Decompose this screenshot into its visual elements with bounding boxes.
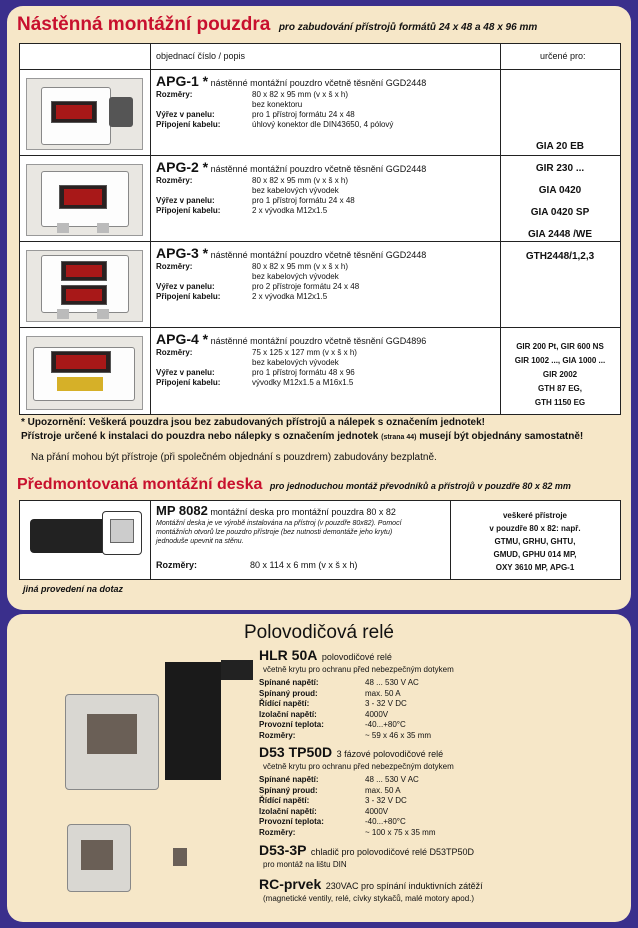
spec-label: Výřez v panelu: — [156, 110, 215, 119]
spec-value: bez kabelových vývodek — [252, 272, 339, 281]
mp8082-dim-label: Rozměry: — [156, 560, 198, 570]
plate-for-item: veškeré přístroje — [502, 511, 568, 520]
plate-for — [451, 509, 619, 574]
for-item: GIA 0420 SP — [530, 207, 590, 218]
relay-photo-small — [67, 814, 197, 904]
spec-row — [156, 206, 496, 216]
apg1-photo — [26, 78, 143, 150]
plate-table — [19, 500, 621, 580]
relay-spec-label: Provozní teplota: — [259, 817, 324, 826]
spec-label: Připojení kabelu: — [156, 378, 221, 387]
spec-row — [156, 100, 496, 110]
apg1-block — [156, 74, 496, 130]
note-order-a: Přístroje určené k instalaci do pouzdra nebo nálepky s označením jednotek — [21, 431, 379, 442]
spec-row — [156, 378, 496, 388]
relay-spec-value: -40...+80°C — [365, 720, 406, 729]
spec-value: 80 x 82 x 95 mm (v x š x h) — [252, 90, 349, 99]
spec-label: Rozměry: — [156, 348, 193, 357]
apg2-desc: nástěnné montážní pouzdro včetně těsnění GGD2448 — [210, 164, 427, 174]
spec-label: Rozměry: — [156, 262, 193, 271]
for-group-1 — [501, 136, 619, 268]
mp8082-note-1: Montážní deska je ve výrobě instalována na přístroj (v pouzdře 80x82). Pomocí — [156, 520, 402, 527]
spec-value: 2 x vývodka M12x1.5 — [252, 206, 328, 215]
plate-subtitle: pro jednoduchou montáž převodníků a přístrojů v pouzdře 80 x 82 mm — [269, 481, 571, 491]
for-item: GIA 2448 /WE — [527, 229, 593, 240]
apg4-photo — [26, 336, 143, 410]
relay-spec-label: Provozní teplota: — [259, 720, 324, 729]
rc-element — [259, 876, 619, 903]
mp8082-block — [156, 504, 446, 570]
relay-spec-label: Řídící napětí: — [259, 796, 310, 805]
spec-label: Připojení kabelu: — [156, 292, 221, 301]
relay-photo-main — [65, 654, 255, 796]
spec-value: 80 x 82 x 95 mm (v x š x h) — [252, 262, 349, 271]
spec-value: 75 x 125 x 127 mm (v x š x h) — [252, 348, 357, 357]
relay-spec-label: Izolační napětí: — [259, 709, 317, 719]
relay-spec-row — [259, 828, 619, 839]
note-order — [21, 431, 583, 442]
spec-row — [156, 176, 496, 186]
for-item: GTH2448/1,2,3 — [525, 251, 595, 262]
apg3-desc: nástěnné montážní pouzdro včetně těsnění GGD2448 — [210, 250, 427, 260]
heatsink-d53-3p — [259, 842, 619, 869]
spec-label: Výřez v panelu: — [156, 368, 215, 377]
other-variants-note: jiná provedení na dotaz — [23, 584, 124, 594]
spec-row — [156, 348, 496, 358]
apg1-desc: nástěnné montážní pouzdro včetně těsnění GGD2448 — [210, 78, 427, 88]
apg4-desc: nástěnné montážní pouzdro včetně těsnění GGD4896 — [210, 336, 427, 346]
note-warning: * Upozornění: Veškerá pouzdra jsou bez zabudovaných přístrojů a nálepek s označením jednotek! — [21, 417, 485, 428]
spec-value: bez kabelových vývodek — [252, 186, 339, 195]
relay-spec-label: Izolační napětí: — [259, 806, 317, 816]
relay-spec-value: -40...+80°C — [365, 817, 406, 826]
housings-subtitle: pro zabudování přístrojů formátů 24 x 48 a 48 x 96 mm — [278, 22, 538, 33]
spec-value: vývodky M12x1.5 a M16x1.5 — [252, 378, 354, 387]
spec-row — [156, 186, 496, 196]
spec-value: bez kabelových vývodek — [252, 358, 339, 367]
spec-row — [156, 120, 496, 130]
relay-spec-label: Spínaný proud: — [259, 688, 318, 698]
apg2-block — [156, 160, 496, 216]
relay2-desc2: včetně krytu pro ochranu před nebezpečným dotykem — [263, 762, 454, 771]
spec-value: 80 x 82 x 95 mm (v x š x h) — [252, 176, 349, 185]
relay1-desc: polovodičové relé — [321, 652, 392, 662]
for-item: GIR 230 ... — [535, 163, 585, 174]
spec-row — [156, 110, 496, 120]
spec-value: úhlový konektor dle DIN43650, 4 pólový — [252, 120, 394, 129]
apg4-block — [156, 332, 496, 388]
mp8082-note-3: jednoduše upevnit na stěnu. — [156, 538, 244, 545]
for-item: GTH 87 EG, — [537, 384, 582, 393]
housing-table — [19, 43, 621, 415]
relay-d53tp50d — [259, 744, 619, 838]
relay-spec-label: Spínané napětí: — [259, 678, 319, 687]
relay-spec-label: Spínaný proud: — [259, 785, 318, 795]
relay-spec-value: 3 - 32 V DC — [365, 796, 407, 805]
col-header-for: určené pro: — [540, 51, 586, 61]
spec-label: Výřez v panelu: — [156, 196, 215, 205]
for-item: GIA 0420 — [538, 185, 582, 196]
spec-row — [156, 272, 496, 282]
mp8082-note-2: montážních otvorů lze pouzdro přístroje (bez nutnosti demontáže jeho krytu) — [156, 529, 393, 536]
note-order-ref: (strana 44) — [381, 434, 417, 441]
spec-label: Výřez v panelu: — [156, 282, 215, 291]
spec-row — [156, 292, 496, 302]
plate-title: Předmontovaná montážní deska — [17, 476, 263, 493]
apg2-name: APG-2 * — [156, 159, 209, 175]
relay-spec-row — [259, 720, 619, 731]
apg3-block — [156, 246, 496, 302]
d53-3p-desc2: pro montáž na lištu DIN — [263, 860, 347, 869]
relay1-name: HLR 50A — [259, 647, 318, 663]
for-item: GIR 1002 ..., GIA 1000 ... — [514, 356, 606, 365]
plate-for-item: v pouzdře 80 x 82: např. — [489, 524, 581, 533]
apg2-photo — [26, 164, 143, 236]
note-free-install: Na přání mohou být přístroje (při společném objednání s pouzdrem) zabudovány bezplatně. — [31, 452, 437, 463]
relay-spec-label: Rozměry: — [259, 730, 296, 740]
relay-spec-row — [259, 699, 619, 710]
apg3-name: APG-3 * — [156, 245, 209, 261]
relay-spec-row — [259, 796, 619, 807]
spec-label: Rozměry: — [156, 90, 193, 99]
spec-row — [156, 358, 496, 368]
relay-spec-label: Rozměry: — [259, 827, 296, 837]
spec-row — [156, 368, 496, 378]
relay-spec-value: 48 ... 530 V AC — [365, 775, 419, 784]
relay2-name: D53 TP50D — [259, 744, 333, 760]
spec-value: 2 x vývodka M12x1.5 — [252, 292, 328, 301]
relay-spec-row — [259, 807, 619, 818]
relay-spec-row — [259, 817, 619, 828]
housing-panel — [7, 6, 631, 610]
rc-name: RC-prvek — [259, 876, 322, 892]
relay-spec-value: 4000V — [365, 709, 389, 719]
relay-spec-value: 4000V — [365, 806, 389, 816]
plate-for-item: GTMU, GRHU, GHTU, — [494, 537, 576, 546]
spec-value: pro 1 přístroj formátu 24 x 48 — [252, 110, 355, 119]
mp8082-desc: montážní deska pro montážní pouzdra 80 x 82 — [210, 507, 396, 517]
spec-row — [156, 90, 496, 100]
spec-label: Připojení kabelu: — [156, 206, 221, 215]
spec-row — [156, 282, 496, 292]
spec-value: pro 1 přístroj formátu 48 x 96 — [252, 368, 355, 377]
for-item: GIR 200 Pt, GIR 600 NS — [516, 342, 604, 351]
relay-panel — [7, 614, 631, 922]
relay-spec-row — [259, 678, 619, 689]
relay-spec-label: Spínané napětí: — [259, 775, 319, 784]
apg4-name: APG-4 * — [156, 331, 209, 347]
note-order-c: musejí být objednány samostatně! — [419, 431, 584, 442]
mp8082-dim-value: 80 x 114 x 6 mm (v x š x h) — [250, 560, 358, 570]
relay-spec-value: max. 50 A — [365, 688, 401, 698]
relay-hlr50a — [259, 647, 619, 741]
for-item: GIR 2002 — [542, 370, 578, 379]
d53-3p-desc: chladič pro polovodičové relé D53TP50D — [310, 847, 475, 857]
relay-spec-value: 3 - 32 V DC — [365, 699, 407, 708]
relay-spec-value: ~ 100 x 75 x 35 mm — [365, 827, 436, 837]
d53-3p-name: D53-3P — [259, 842, 307, 858]
spec-label: Rozměry: — [156, 176, 193, 185]
plate-for-item: OXY 3610 MP, APG-1 — [495, 563, 575, 572]
for-group-2 — [501, 340, 619, 410]
relay-spec-label: Řídící napětí: — [259, 699, 310, 708]
col-header-order: objednací číslo / popis — [156, 51, 246, 61]
relay-spec-row — [259, 710, 619, 721]
plate-for-item: GMUD, GPHU 014 MP, — [493, 550, 577, 559]
relay-spec-row — [259, 731, 619, 742]
relay-spec-row — [259, 786, 619, 797]
spec-row — [156, 262, 496, 272]
spec-value: bez konektoru — [252, 100, 303, 109]
mp8082-photo — [24, 505, 144, 575]
for-item: GTH 1150 EG — [534, 398, 586, 407]
relay-spec-value: max. 50 A — [365, 785, 401, 795]
relay-spec-value: 48 ... 530 V AC — [365, 678, 419, 687]
relay-spec-row — [259, 775, 619, 786]
section-title-plate — [17, 476, 571, 494]
section-title-housings — [17, 14, 537, 36]
spec-row — [156, 196, 496, 206]
spec-value: pro 1 přístroj formátu 24 x 48 — [252, 196, 355, 205]
relay2-desc: 3 fázové polovodičové relé — [336, 749, 444, 759]
for-item: GIA 20 EB — [536, 141, 584, 152]
relay-spec-row — [259, 689, 619, 700]
spec-label: Připojení kabelu: — [156, 120, 221, 129]
spec-value: pro 2 přístroje formátu 24 x 48 — [252, 282, 360, 291]
relay1-desc2: včetně krytu pro ochranu před nebezpečným dotykem — [263, 665, 454, 674]
relay-spec-value: ~ 59 x 46 x 35 mm — [365, 730, 432, 740]
relay-title: Polovodičová relé — [244, 622, 394, 643]
rc-desc2: (magnetické ventily, relé, cívky stykačů, malé motory apod.) — [263, 894, 475, 903]
housings-title: Nástěnná montážní pouzdra — [17, 14, 271, 35]
rc-desc: 230VAC pro spínání induktivních zátěží — [325, 881, 483, 891]
apg3-photo — [26, 250, 143, 322]
apg1-name: APG-1 * — [156, 73, 209, 89]
mp8082-name: MP 8082 — [156, 503, 208, 518]
